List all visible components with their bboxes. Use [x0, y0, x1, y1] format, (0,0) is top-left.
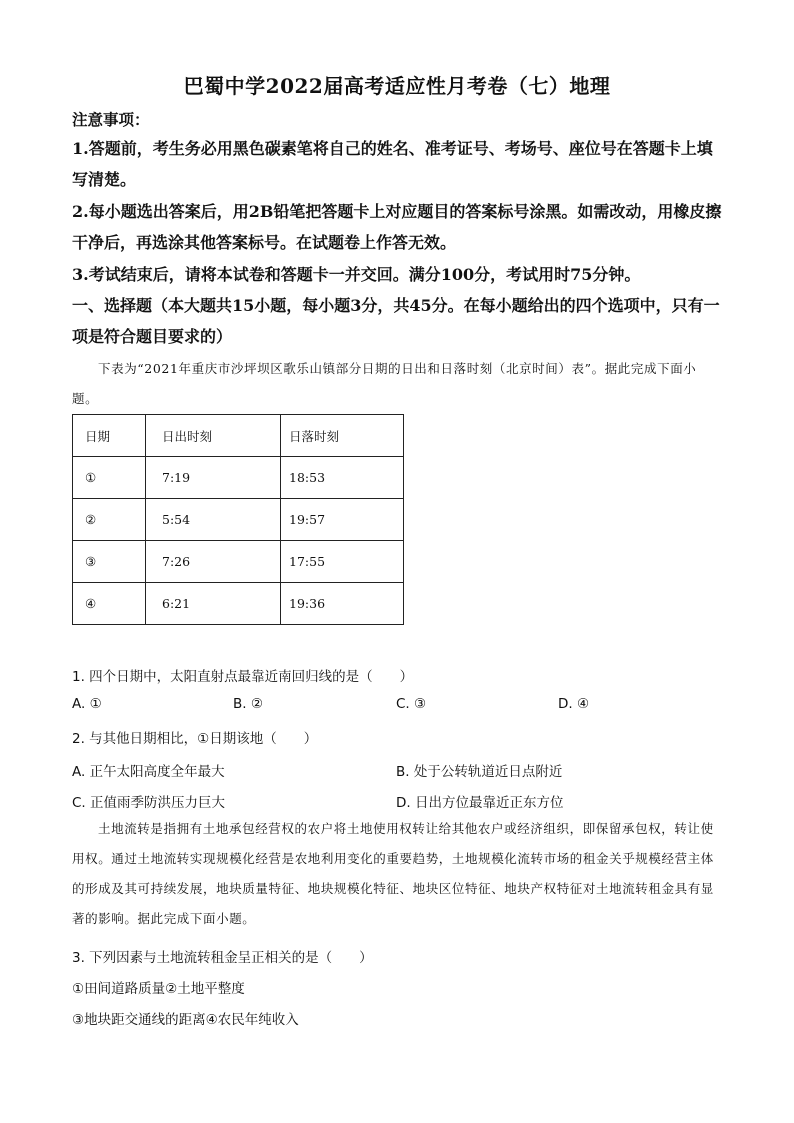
question-2-option-c: C. 正值雨季防洪压力巨大: [72, 795, 226, 811]
table-intro: 下表为“2021年重庆市沙坪坝区歌乐山镇部分日期的日出和日落时刻（北京时间）表”。据此完成下面小题。: [72, 361, 697, 406]
table-row: [73, 583, 404, 625]
notice-heading: 注意事项：: [72, 110, 150, 129]
table-cell: 19:57: [281, 499, 404, 541]
exam-title: 巴蜀中学2022届高考适应性月考卷（七）地理: [183, 74, 611, 98]
section-heading: 一、选择题（本大题共15小题，每小题3分，共45分。在每小题给出的四个选项中，只有一项是符合题目要求的）: [72, 296, 720, 346]
table-cell: 7:19: [146, 457, 281, 499]
sunrise-sunset-table: [72, 414, 404, 625]
question-2-stem: 2. 与其他日期相比，①日期该地（ ）: [72, 731, 318, 747]
table-cell: ②: [73, 499, 146, 541]
question-1-option-a: A. ①: [72, 696, 102, 712]
table-row: [73, 541, 404, 583]
table-cell: 17:55: [281, 541, 404, 583]
question-2-option-a: A. 正午太阳高度全年最大: [72, 764, 225, 780]
question-3-line-2: ③地块距交通线的距离④农民年纯收入: [72, 1012, 299, 1028]
table-row: [73, 499, 404, 541]
question-1-option-b: B. ②: [233, 696, 263, 712]
table-cell: 6:21: [146, 583, 281, 625]
question-2-option-b: B. 处于公转轨道近日点附近: [396, 764, 563, 780]
table-cell: 7:26: [146, 541, 281, 583]
notice-item-3: 3.考试结束后，请将本试卷和答题卡一并交回。满分100分，考试用时75分钟。: [72, 265, 641, 284]
question-3-stem: 3. 下列因素与土地流转租金呈正相关的是（ ）: [72, 950, 373, 966]
table-cell: ③: [73, 541, 146, 583]
question-1-option-d: D. ④: [558, 696, 590, 712]
notice-item-1: 1.答题前，考生务必用黑色碳素笔将自己的姓名、准考证号、考场号、座位号在答题卡上填写清楚。: [72, 139, 713, 189]
table-cell: 19:36: [281, 583, 404, 625]
question-2-option-d: D. 日出方位最靠近正东方位: [396, 795, 564, 811]
table-cell: 18:53: [281, 457, 404, 499]
table-header-cell: 日落时刻: [281, 415, 404, 457]
notice-item-2: 2.每小题选出答案后，用2B铅笔把答题卡上对应题目的答案标号涂黑。如需改动，用橡皮擦干净后，再选涂其他答案标号。在试题卷上作答无效。: [72, 202, 722, 252]
land-transfer-intro: 土地流转是指拥有土地承包经营权的农户将土地使用权转让给其他农户或经济组织，即保留承包权，转让使用权。通过土地流转实现规模化经营是农地利用变化的重要趋势，土地规模化流转市场的租金关乎规模经营主体的形成及其可持续发展，地块质量特征、地块规模化特征、地块区位特征、地块产权特征对土地流转租金具有显著的影响。据此完成下面小题。: [72, 821, 714, 926]
question-3-line-1: ①田间道路质量②土地平整度: [72, 981, 245, 997]
table-row: [73, 457, 404, 499]
table-cell: ①: [73, 457, 146, 499]
table-cell: 5:54: [146, 499, 281, 541]
table-header-cell: 日出时刻: [146, 415, 281, 457]
question-1-stem: 1. 四个日期中，太阳直射点最靠近南回归线的是（ ）: [72, 669, 414, 685]
question-1-option-c: C. ③: [396, 696, 427, 712]
table-header-row: [73, 415, 404, 457]
table-cell: ④: [73, 583, 146, 625]
table-header-cell: 日期: [73, 415, 146, 457]
